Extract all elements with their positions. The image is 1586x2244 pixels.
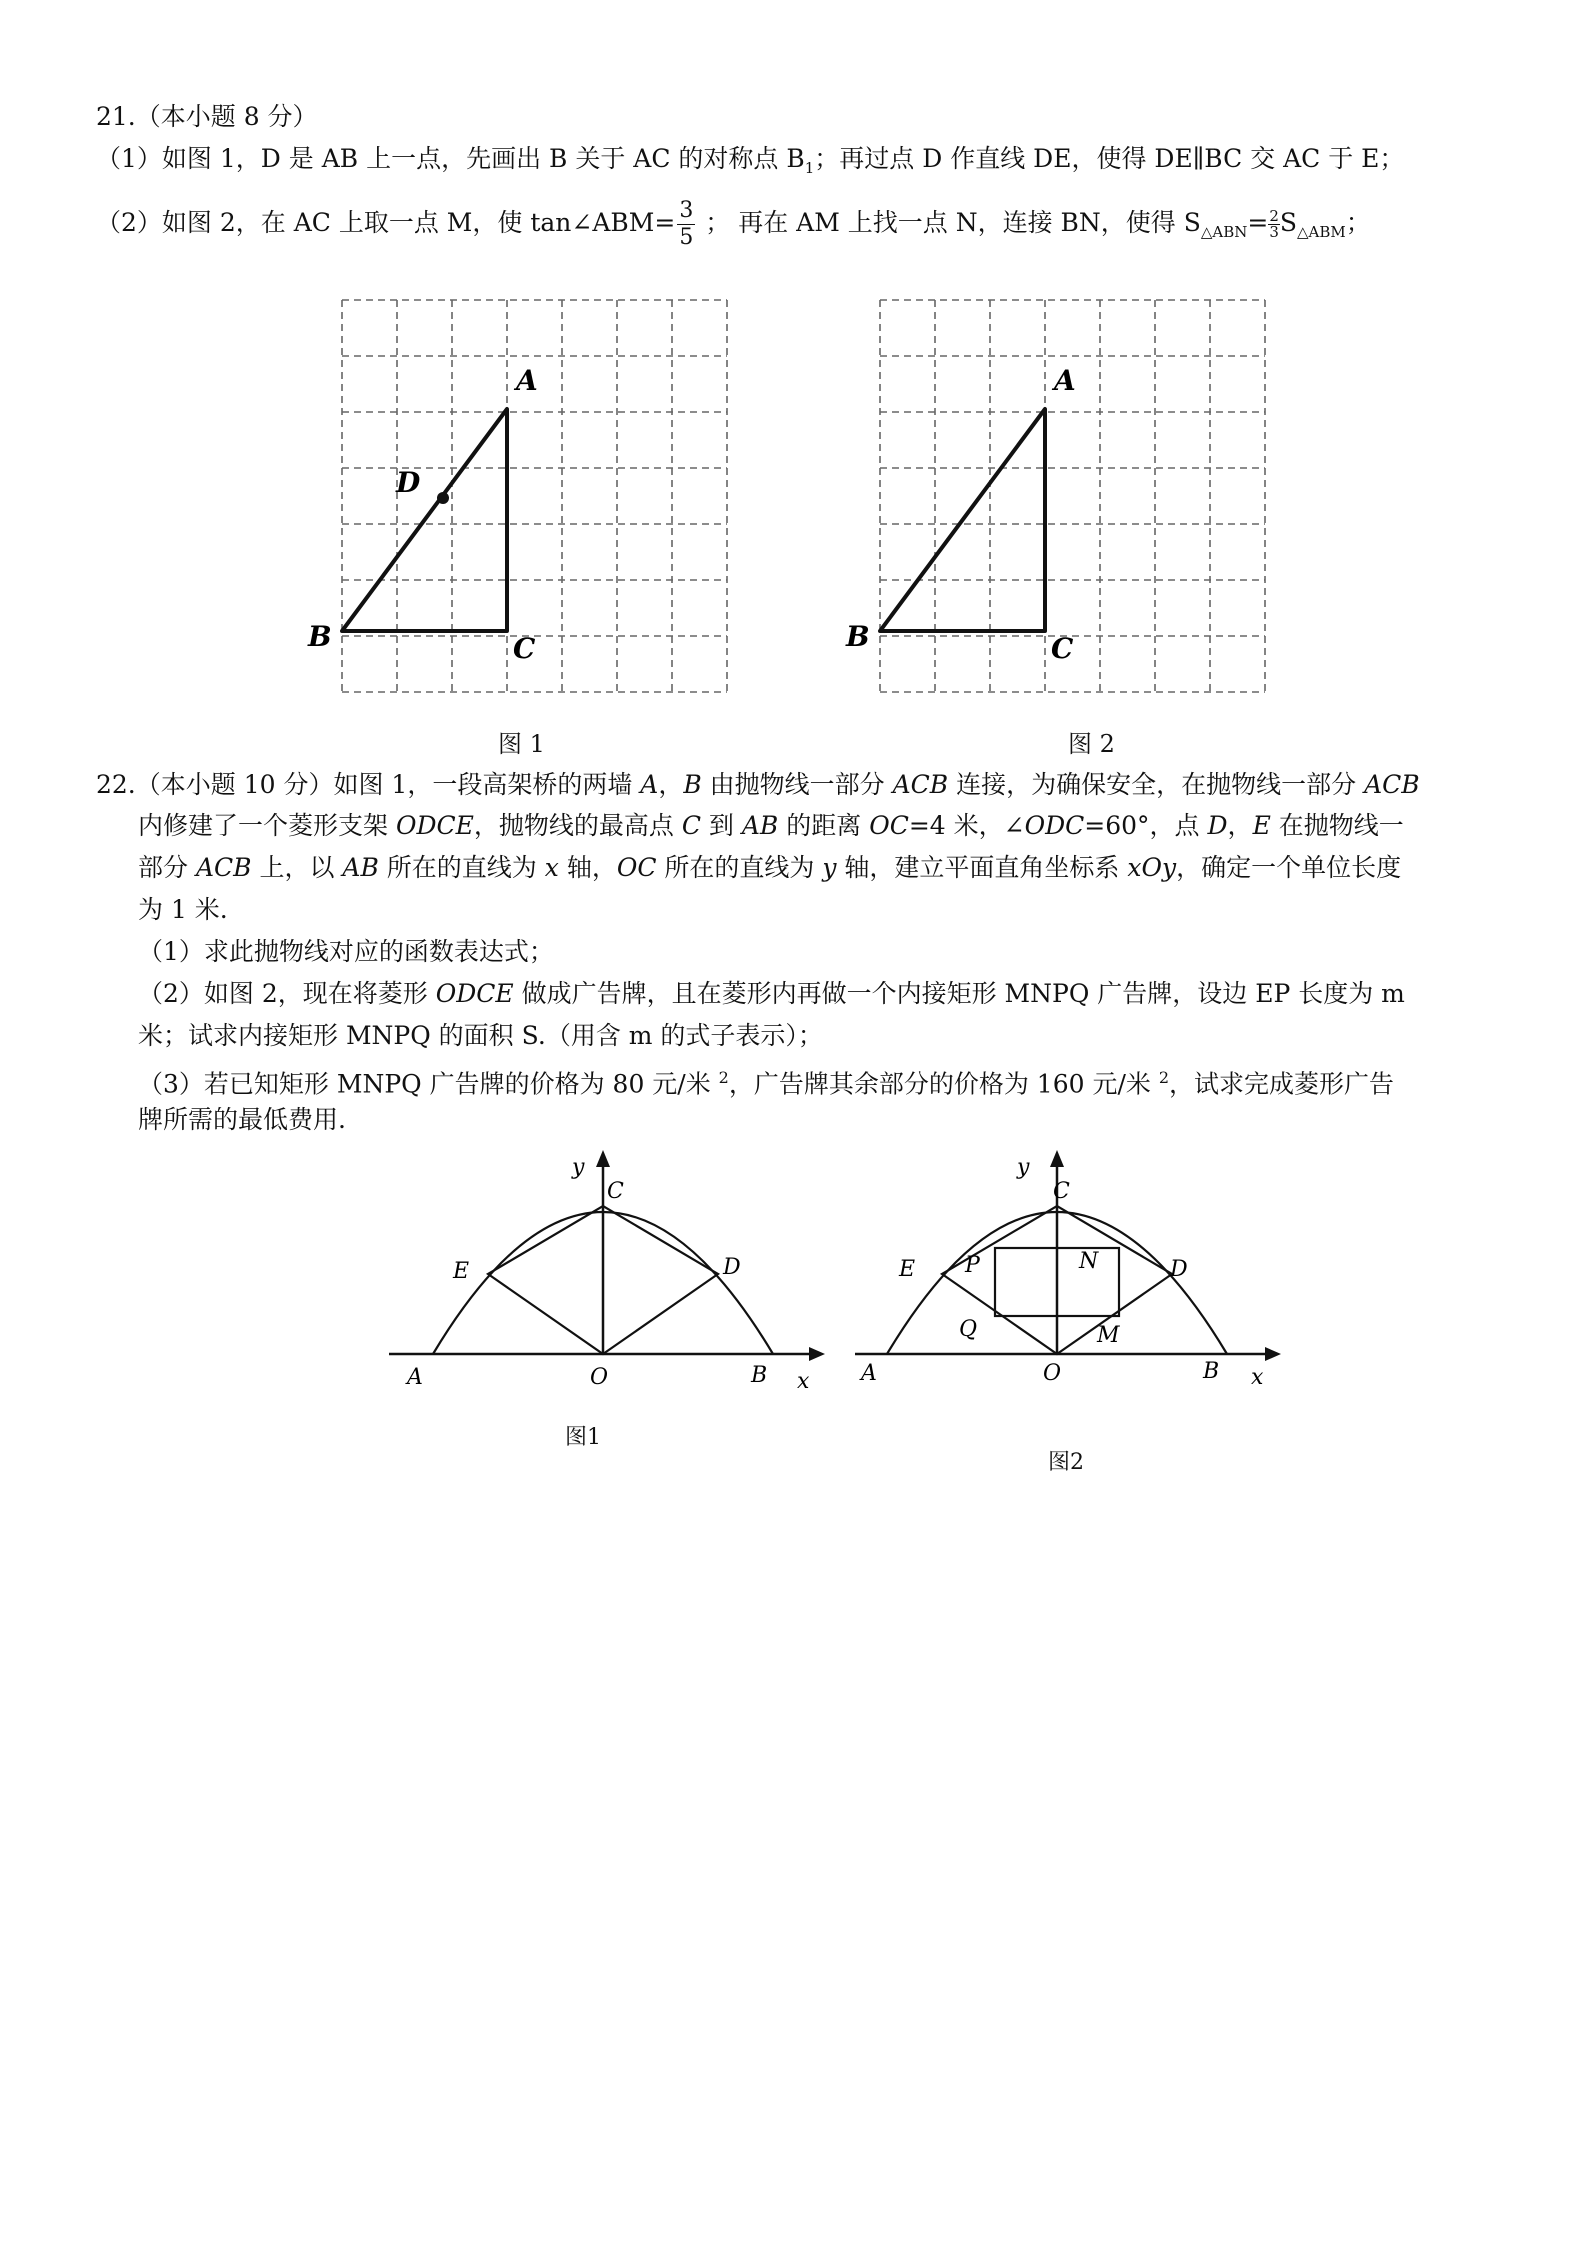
q22-l3-i: 所在的直线为: [656, 853, 823, 882]
q22-s3-a: （3）若已知矩形 MNPQ 广告牌的价格为 80 元/米: [138, 1069, 719, 1099]
q21-caption-1: 图 1: [498, 730, 545, 758]
q22-l1-b: A: [640, 770, 659, 799]
tan-fraction: [677, 200, 695, 249]
q21-part2: [96, 200, 1371, 249]
area-s2: S: [1279, 208, 1298, 237]
q22-l3-b: ACB: [195, 853, 252, 882]
label-c-2: C: [1051, 632, 1074, 665]
tan-fraction-num: 3: [679, 198, 694, 223]
q22-l3-l: xOy: [1127, 853, 1177, 882]
y-axis-arrow: [596, 1150, 610, 1167]
q22-l2-l: D: [1207, 811, 1228, 840]
label-a: A: [516, 364, 538, 397]
q22-l2-i: =4 米，: [908, 811, 1004, 840]
q22-sub-2-cont: 米；试求内接矩形 MNPQ 的面积 S.（用含 m 的式子表示）；: [138, 1021, 823, 1050]
label-q: Q: [959, 1317, 978, 1342]
label-m: M: [1097, 1323, 1120, 1348]
q22-line-1: [96, 768, 1420, 802]
q21-part1-text-b: ；再过点 D 作直线 DE，使得 DE∥BC 交 AC 于 E；: [814, 144, 1405, 173]
q22-l2-b: ODCE: [395, 811, 474, 840]
q22-l2-n: E: [1252, 811, 1271, 840]
q22-l2-d: C: [681, 811, 701, 840]
label-c: C: [513, 632, 536, 665]
q21-part1-text-a: （1）如图 1，D 是 AB 上一点，先画出 B 关于 AC 的对称点 B: [96, 144, 805, 173]
q22-sub-3: [138, 1061, 1394, 1101]
q22-s2-b: ODCE: [435, 979, 514, 1008]
q22-l3-f: x: [544, 853, 559, 882]
y-axis-arrow-2: [1050, 1150, 1064, 1167]
area-sub-abm: △ABM: [1297, 223, 1346, 241]
q22-l1-e: 由抛物线一部分: [701, 770, 893, 799]
q22-caption-2: 图2: [1048, 1450, 1084, 1475]
triangle-abc: [342, 409, 507, 631]
label-y: y: [572, 1155, 585, 1180]
q22-l3-g: 轴，: [558, 853, 617, 882]
q22-line-4: 为 1 米.: [138, 895, 228, 924]
point-d-dot: [437, 492, 449, 504]
area-fraction: [1268, 209, 1280, 240]
q22-l3-j: y: [822, 853, 837, 882]
label-a-2: A: [861, 1361, 877, 1386]
q21-header: 21.（本小题 8 分）: [96, 102, 318, 131]
area-fraction-num: 2: [1269, 207, 1279, 225]
q21-part1-sub: 1: [804, 159, 815, 177]
q22-l1-h: ACB: [1364, 770, 1420, 799]
q22-s3-c: ，试求完成菱形广告: [1169, 1069, 1395, 1099]
label-b-2: B: [846, 620, 870, 653]
q22-s3-sup1: 2: [718, 1068, 729, 1087]
q22-sub-2: [138, 977, 1405, 1011]
q22-l3-e: 所在的直线为: [378, 853, 545, 882]
area-sub-abn: △ABN: [1200, 223, 1248, 241]
area-eq: =: [1247, 208, 1269, 237]
label-o: O: [590, 1365, 609, 1390]
q21-part2-end: ；: [1345, 208, 1371, 237]
q21-caption-2: 图 2: [1068, 730, 1115, 758]
q22-figure-1: [385, 1140, 830, 1400]
area-fraction-den: 3: [1269, 223, 1279, 241]
q22-l1-a: 22.（本小题 10 分）如图 1，一段高架桥的两墙: [96, 770, 641, 799]
tan-fraction-den: 5: [679, 225, 694, 250]
q22-l1-d: B: [683, 770, 702, 799]
q22-l3-m: ，确定一个单位长度: [1176, 853, 1402, 882]
q22-l2-m: ，: [1227, 811, 1253, 840]
label-x: x: [797, 1369, 810, 1394]
q22-l3-h: OC: [616, 853, 657, 882]
q22-l2-a: 内修建了一个菱形支架: [138, 811, 396, 840]
q22-l2-o: 在抛物线一: [1270, 811, 1404, 840]
triangle-abc-2: [880, 409, 1045, 631]
q21-part2-text-b: ； 再在 AM 上找一点 N，连接 BN，使得 S: [697, 208, 1201, 237]
label-d: D: [396, 466, 421, 499]
label-a: A: [407, 1365, 423, 1390]
q22-l3-d: AB: [342, 853, 379, 882]
label-x-2: x: [1251, 1365, 1264, 1390]
x-axis-arrow: [809, 1347, 825, 1361]
label-p: P: [965, 1253, 980, 1278]
q22-l1-f: ACB: [892, 770, 949, 799]
q22-l2-c: ，抛物线的最高点: [473, 811, 682, 840]
label-b: B: [751, 1363, 768, 1388]
q21-part2-text-a: （2）如图 2，在 AC 上取一点 M，使 tan∠ABM=: [96, 208, 676, 237]
q21-part1: [96, 142, 1404, 185]
q22-l2-h: OC: [869, 811, 909, 840]
label-c-2: C: [1053, 1179, 1070, 1204]
label-e-2: E: [899, 1257, 916, 1282]
q22-s3-sup2: 2: [1158, 1068, 1170, 1087]
q22-s3-b: ，广告牌其余部分的价格为 160 元/米: [728, 1069, 1159, 1099]
q22-l2-j: ∠ODC: [1003, 811, 1085, 840]
label-b-2: B: [1203, 1359, 1220, 1384]
q22-l3-a: 部分: [138, 853, 196, 882]
q21-figure-1: [300, 290, 750, 710]
label-o-2: O: [1043, 1361, 1062, 1386]
q22-s2-c: 做成广告牌，且在菱形内再做一个内接矩形 MNPQ 广告牌，设边 EP 长度为 m: [513, 979, 1405, 1008]
q22-l3-c: 上，以: [251, 853, 343, 882]
q22-l1-c: ，: [658, 770, 684, 799]
q22-line-2: [138, 809, 1404, 843]
x-axis-arrow-2: [1265, 1347, 1281, 1361]
q22-l2-e: 到: [700, 811, 742, 840]
q21-figure-2: [838, 290, 1288, 710]
label-a-2: A: [1054, 364, 1076, 397]
q22-l3-k: 轴，建立平面直角坐标系: [836, 853, 1128, 882]
q22-caption-1: 图1: [565, 1425, 601, 1450]
label-c: C: [607, 1179, 624, 1204]
label-d-2: D: [1170, 1257, 1188, 1282]
label-y-2: y: [1017, 1155, 1030, 1180]
q22-l2-k: =60°，点: [1084, 811, 1208, 840]
q22-figure-2: [847, 1140, 1292, 1400]
q22-line-3: [138, 851, 1401, 885]
q22-l1-g: 连接，为确保安全，在抛物线一部分: [948, 770, 1365, 799]
label-d: D: [723, 1255, 741, 1280]
q22-sub-3-cont: 牌所需的最低费用.: [138, 1105, 346, 1134]
q22-l2-g: 的距离: [778, 811, 870, 840]
q22-l2-f: AB: [741, 811, 779, 840]
label-e: E: [453, 1259, 470, 1284]
q22-sub-1: （1）求此抛物线对应的函数表达式；: [138, 937, 554, 966]
q22-s2-a: （2）如图 2，现在将菱形: [138, 979, 436, 1008]
label-n: N: [1079, 1249, 1099, 1274]
label-b: B: [308, 620, 332, 653]
